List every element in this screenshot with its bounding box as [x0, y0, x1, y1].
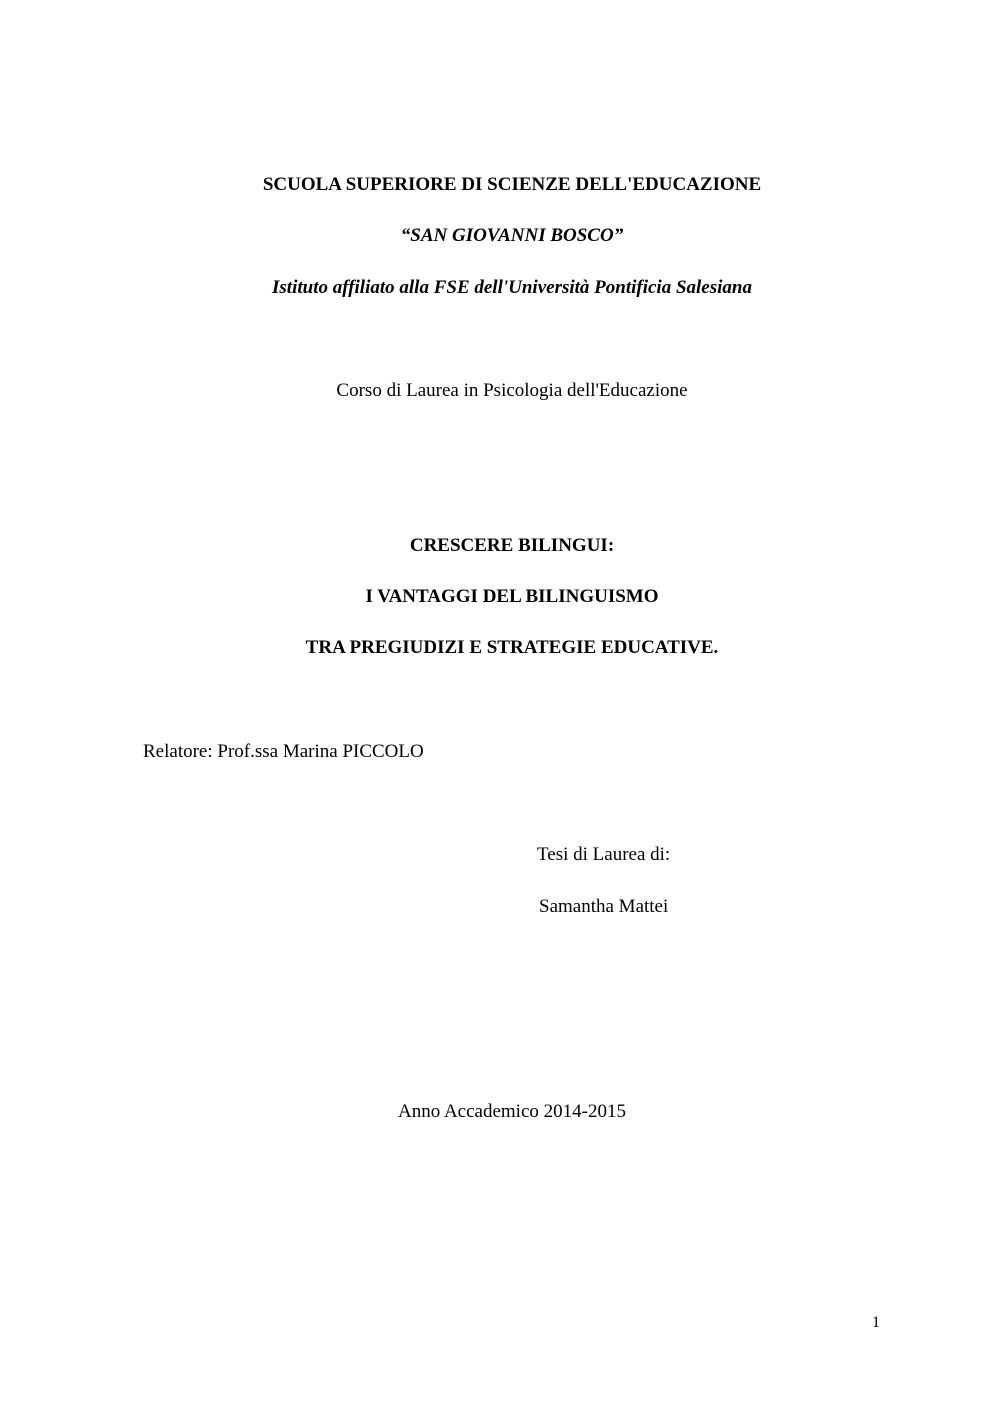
institution-name: SCUOLA SUPERIORE DI SCIENZE DELL'EDUCAZIONE — [262, 174, 762, 195]
course-name: Corso di Laurea in Psicologia dell'Educazione — [336, 380, 688, 401]
thesis-title-line-1: CRESCERE BILINGUI: — [409, 535, 615, 556]
thesis-title-line-2: I VANTAGGI DEL BILINGUISMO — [365, 586, 659, 607]
supervisor: Relatore: Prof.ssa Marina PICCOLO — [143, 741, 424, 762]
thesis-title-line-3: TRA PREGIUDIZI E STRATEGIE EDUCATIVE. — [305, 637, 719, 658]
institution-subtitle: “SAN GIOVANNI BOSCO” — [400, 225, 624, 246]
author-label: Tesi di Laurea di: — [537, 844, 671, 865]
author-name: Samantha Mattei — [539, 896, 669, 917]
academic-year: Anno Accademico 2014-2015 — [398, 1101, 626, 1122]
page-number: 1 — [872, 1314, 880, 1331]
institution-affiliation: Istituto affiliato alla FSE dell'Università Pontificia Salesiana — [272, 277, 752, 298]
